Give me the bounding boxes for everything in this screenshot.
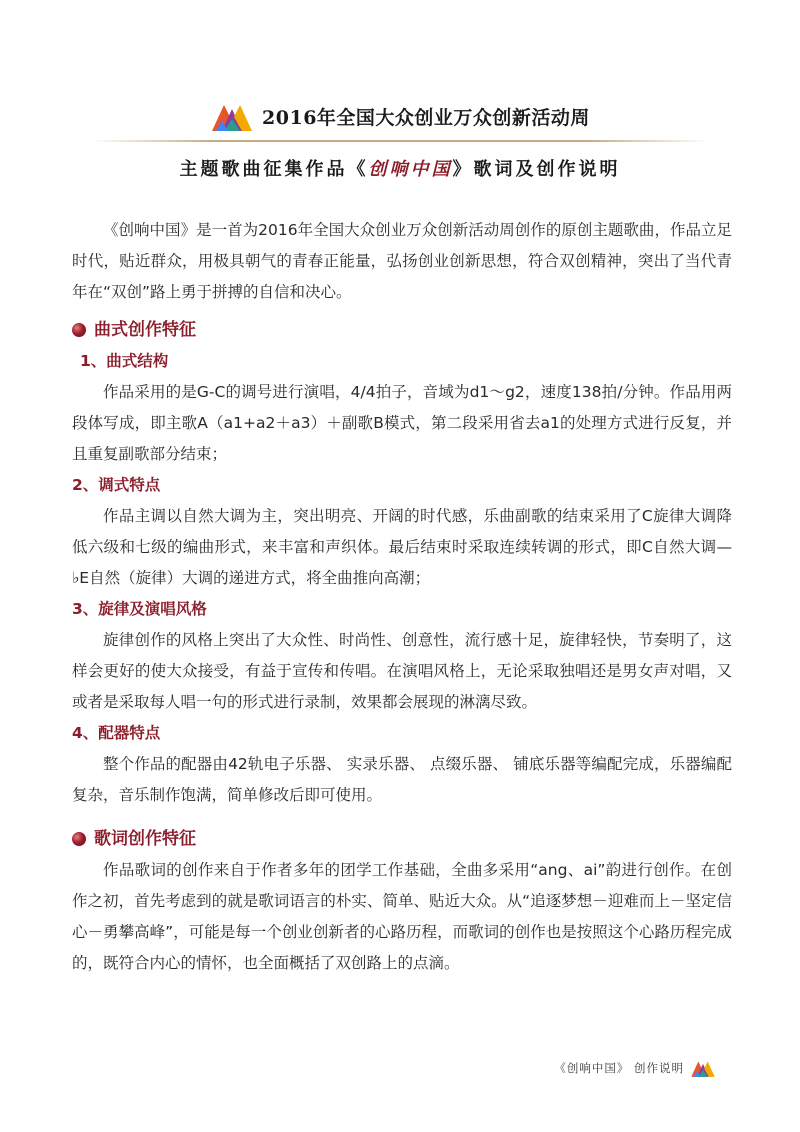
subsection-paragraph: 作品主调以自然大调为主，突出明亮、开阔的时代感，乐曲副歌的结束采用了C旋律大调降低六级和七级的编曲形式，来丰富和声织体。最后结束时采取连续转调的形式，即C自然大调—♭E自然（旋律）大调的递进方式，将全曲推向高潮； — [72, 507, 732, 587]
section-title: 曲式创作特征 — [94, 319, 196, 340]
document-title — [0, 155, 800, 181]
subsection-paragraph: 旋律创作的风格上突出了大众性、时尚性、创意性，流行感十足，旋律轻快，节奏明了，这样会更好的使大众接受，有益于宣传和传唱。在演唱风格上，无论采取独唱还是男女声对唱，又或者是采取每人唱一句的形式进行录制，效果都会展现的淋漓尽致。 — [72, 631, 732, 711]
subsection-paragraph: 作品采用的是G-C的调号进行演唱，4/4拍子，音域为d1～g2，速度138拍/分钟。作品用两段体写成，即主歌A（a1+a2＋a3）＋副歌B模式，第二段采用省去a1的处理方式进行反复，并且重复副歌部分结束； — [72, 383, 732, 463]
title-prefix: 主题歌曲征集作品《 — [179, 159, 369, 180]
red-bullet-icon — [72, 323, 86, 337]
page-footer — [554, 1058, 716, 1078]
intro-paragraph: 《创响中国》是一首为2016年全国大众创业万众创新活动周创作的原创主题歌曲，作品立足时代，贴近群众，用极具朝气的青春正能量，弘扬创业创新思想，符合双创精神，突出了当代青年在“双创”路上勇于拼搏的自信和决心。 — [72, 221, 732, 301]
footer-text: 《创响中国》 创作说明 — [554, 1061, 684, 1075]
subsection-heading: 3、旋律及演唱风格 — [72, 600, 207, 618]
subsection-heading: 1、曲式结构 — [80, 352, 169, 370]
event-title: 2016年全国大众创业万众创新活动周 — [262, 106, 590, 129]
section-heading-composition — [72, 314, 732, 346]
song-name: 创响中国 — [368, 159, 453, 180]
section-heading-lyrics — [72, 823, 732, 855]
subsection-heading: 4、配器特点 — [72, 724, 161, 742]
page-header — [0, 96, 800, 136]
footer-logo-icon — [690, 1058, 716, 1078]
event-logo-icon — [210, 99, 254, 133]
title-suffix: 》歌词及创作说明 — [452, 159, 621, 180]
subsection-paragraph: 整个作品的配器由42轨电子乐器、 实录乐器、 点缀乐器、 铺底乐器等编配完成，乐器编配复杂，音乐制作饱满，简单修改后即可使用。 — [72, 755, 732, 804]
document-body — [72, 215, 732, 979]
section-title: 歌词创作特征 — [94, 828, 196, 849]
red-bullet-icon — [72, 832, 86, 846]
subsection-heading: 2、调式特点 — [72, 476, 161, 494]
lyrics-paragraph: 作品歌词的创作来自于作者多年的团学工作基础，全曲多采用“ang、ai”韵进行创作。在创作之初，首先考虑到的就是歌词语言的朴实、简单、贴近大众。从“追逐梦想－迎难而上－坚定信心－勇攀高峰”，可能是每一个创业创新者的心路历程，而歌词的创作也是按照这个心路历程完成的，既符合内心的情怀，也全面概括了双创路上的点滴。 — [72, 861, 732, 972]
header-divider — [90, 140, 710, 142]
